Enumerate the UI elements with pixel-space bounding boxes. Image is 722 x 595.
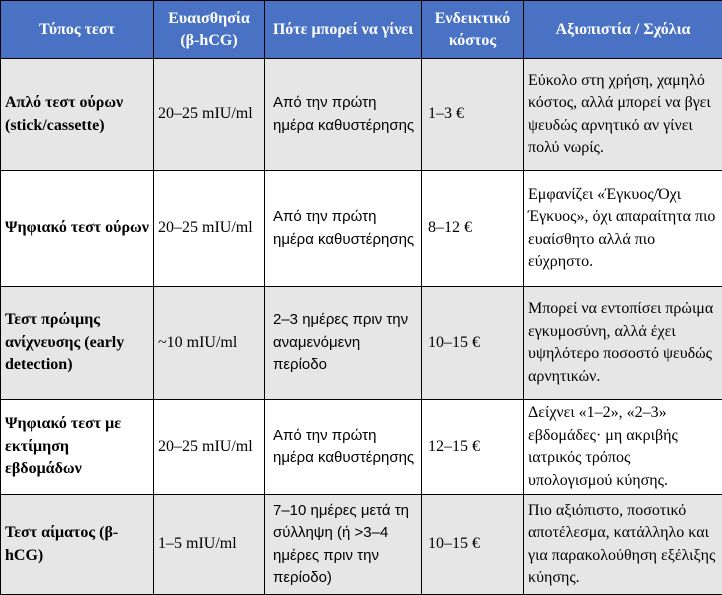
- table-row: [1, 59, 722, 171]
- cell-notes: Εμφανίζει «Έγκυος/Όχι Έγκυος», όχι απαραίτητα πιο ευαίσθητο αλλά πιο εύχρηστο.: [524, 171, 722, 287]
- cell-test-type: Ψηφιακό τεστ ούρων: [1, 171, 154, 287]
- table-row: [1, 171, 722, 287]
- cell-cost: 10–15 €: [422, 495, 524, 595]
- cell-cost: 8–12 €: [422, 171, 524, 287]
- cell-cost: 12–15 €: [422, 400, 524, 495]
- cell-sensitivity: 20–25 mIU/ml: [154, 59, 265, 171]
- header-test-type: Τύπος τεστ: [1, 1, 154, 59]
- cell-sensitivity: 20–25 mIU/ml: [154, 171, 265, 287]
- table-header-row: [1, 1, 722, 59]
- cell-when: Από την πρώτη ημέρα καθυστέρησης: [265, 400, 422, 495]
- header-cost: Ενδεικτικό κόστος: [422, 1, 524, 59]
- cell-test-type: Ψηφιακό τεστ με εκτίμηση εβδομάδων: [1, 400, 154, 495]
- cell-notes: Δείχνει «1–2», «2–3» εβδομάδες· μη ακριβής ιατρικός τρόπος υπολογισμού κύησης.: [524, 400, 722, 495]
- cell-notes: Μπορεί να εντοπίσει πρώιμα εγκυμοσύνη, αλλά έχει υψηλότερο ποσοστό ψευδώς αρνητικών.: [524, 287, 722, 400]
- cell-sensitivity: ~10 mIU/ml: [154, 287, 265, 400]
- cell-sensitivity: 1–5 mIU/ml: [154, 495, 265, 595]
- cell-notes: Πιο αξιόπιστο, ποσοτικό αποτέλεσμα, κατάλληλο και για παρακολούθηση εξέλιξης κύησης.: [524, 495, 722, 595]
- header-sensitivity: Ευαισθησία (β-hCG): [154, 1, 265, 59]
- cell-test-type: Απλό τεστ ούρων (stick/cassette): [1, 59, 154, 171]
- header-notes: Αξιοπιστία / Σχόλια: [524, 1, 722, 59]
- table-row: [1, 400, 722, 495]
- cell-cost: 1–3 €: [422, 59, 524, 171]
- table-row: [1, 495, 722, 595]
- cell-when: Από την πρώτη ημέρα καθυστέρησης: [265, 59, 422, 171]
- cell-cost: 10–15 €: [422, 287, 524, 400]
- cell-when: 2–3 ημέρες πριν την αναμενόμενη περίοδο: [265, 287, 422, 400]
- cell-notes: Εύκολο στη χρήση, χαμηλό κόστος, αλλά μπορεί να βγει ψευδώς αρνητικό αν γίνει πολύ νωρίς.: [524, 59, 722, 171]
- cell-when: Από την πρώτη ημέρα καθυστέρησης: [265, 171, 422, 287]
- cell-when: 7–10 ημέρες μετά τη σύλληψη (ή >3–4 ημέρες πριν την περίοδο): [265, 495, 422, 595]
- cell-test-type: Τεστ αίματος (β-hCG): [1, 495, 154, 595]
- header-when: Πότε μπορεί να γίνει: [265, 1, 422, 59]
- cell-test-type: Τεστ πρώιμης ανίχνευσης (early detection): [1, 287, 154, 400]
- cell-sensitivity: 20–25 mIU/ml: [154, 400, 265, 495]
- table-row: [1, 287, 722, 400]
